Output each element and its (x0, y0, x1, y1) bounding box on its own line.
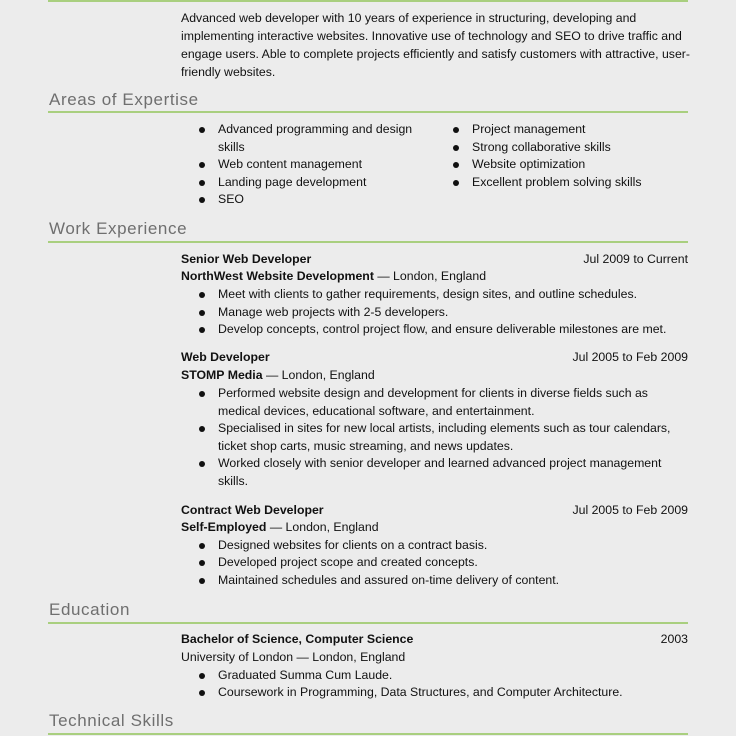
bullet-icon (453, 180, 459, 186)
bullet-icon (199, 197, 205, 203)
job-bullet: Designed websites for clients on a contract basis. (199, 537, 689, 555)
bullet-icon (199, 543, 205, 549)
job-bullet: Manage web projects with 2-5 developers. (199, 304, 689, 322)
job-bullet: Worked closely with senior developer and learned advanced project management skills. (199, 455, 689, 490)
bullet-icon (199, 162, 205, 168)
expertise-item: Website optimization (453, 156, 693, 174)
bullet-icon (199, 327, 205, 333)
expertise-item: Project management (453, 121, 693, 139)
bullet-icon (199, 180, 205, 186)
job-company: STOMP Media (181, 368, 263, 382)
bullet-icon (453, 145, 459, 151)
job-company-line (181, 268, 486, 286)
job-bullet: Develop concepts, control project flow, and ensure deliverable milestones are met. (199, 321, 689, 339)
education-bullet: Coursework in Programming, Data Structures, and Computer Architecture. (199, 684, 689, 702)
bullet-icon (199, 426, 205, 432)
bullet-icon (199, 690, 205, 696)
technical-divider (48, 733, 688, 735)
section-title-expertise: Areas of Expertise (49, 90, 199, 109)
education-bullet: Graduated Summa Cum Laude. (199, 667, 689, 685)
bullet-icon (199, 461, 205, 467)
summary-paragraph: Advanced web developer with 10 years of experience in structuring, developing and implementing interactive websites. Innovative use of technology and SEO to drive traffic and engage users. Able to complete projects efficiently and satisfy customers with attractive, user-friendly websites. (181, 11, 690, 79)
work-divider (48, 241, 688, 243)
section-title-work: Work Experience (49, 219, 188, 238)
job-location: — London, England (262, 368, 375, 382)
expertise-divider (48, 111, 688, 113)
job-dates: Jul 2005 to Feb 2009 (572, 350, 688, 364)
job-company-line (181, 367, 375, 385)
job-title: Web Developer (181, 350, 270, 364)
education-degree: Bachelor of Science, Computer Science (181, 632, 414, 646)
job-dates: Jul 2009 to Current (583, 252, 688, 266)
bullet-icon (199, 391, 205, 397)
expertise-item: Web content management (199, 156, 429, 174)
job-company: Self-Employed (181, 520, 267, 534)
job-bullet: Maintained schedules and assured on-time delivery of content. (199, 572, 689, 590)
job-bullet: Performed website design and development for clients in diverse fields such as medical devices, educational software, and entertainment. (199, 385, 689, 420)
job-title: Contract Web Developer (181, 503, 324, 517)
bullet-icon (199, 127, 205, 133)
bullet-icon (199, 310, 205, 316)
education-year: 2003 (660, 632, 688, 646)
job-company: NorthWest Website Development (181, 269, 374, 283)
bullet-icon (199, 560, 205, 566)
section-title-technical: Technical Skills (49, 711, 174, 730)
job-location: — London, England (266, 520, 379, 534)
expertise-item: Excellent problem solving skills (453, 174, 693, 192)
bullet-icon (199, 673, 205, 679)
expertise-item: Landing page development (199, 174, 429, 192)
bullet-icon (199, 578, 205, 584)
expertise-item: Strong collaborative skills (453, 139, 693, 157)
job-bullet: Specialised in sites for new local artists, including elements such as tour calendars, ticket shop carts, music streaming, and news updates. (199, 420, 689, 455)
top-divider (48, 0, 688, 2)
education-divider (48, 622, 688, 624)
education-school: University of London — London, England (181, 650, 406, 664)
job-bullet: Meet with clients to gather requirements, design sites, and outline schedules. (199, 286, 689, 304)
job-title: Senior Web Developer (181, 252, 312, 266)
section-title-education: Education (49, 600, 131, 619)
job-location: — London, England (373, 269, 487, 283)
expertise-item: Advanced programming and design skills (199, 121, 429, 156)
job-dates: Jul 2005 to Feb 2009 (572, 503, 688, 517)
bullet-icon (453, 162, 459, 168)
job-bullet: Developed project scope and created concepts. (199, 554, 689, 572)
bullet-icon (453, 127, 459, 133)
expertise-item: SEO (199, 191, 429, 209)
job-company-line (181, 519, 379, 537)
bullet-icon (199, 292, 205, 298)
